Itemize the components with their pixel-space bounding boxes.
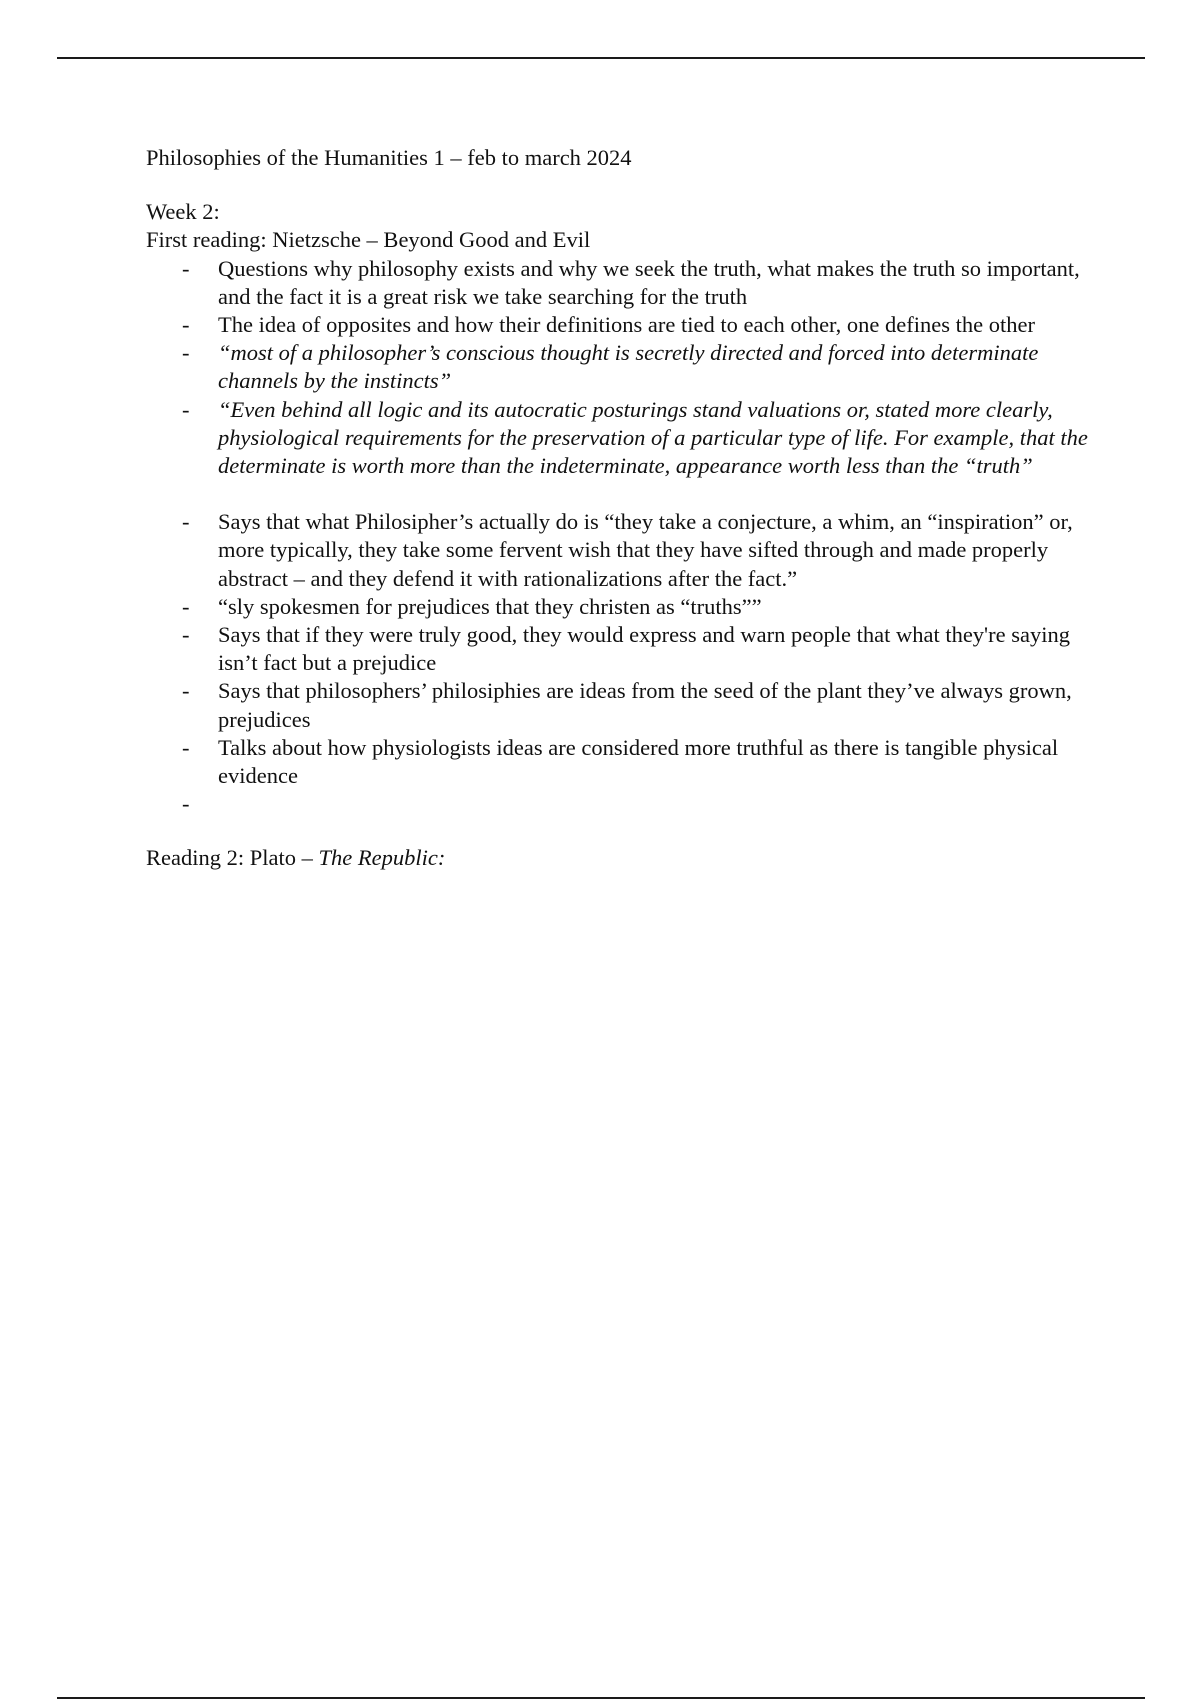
header-rule xyxy=(57,57,1145,59)
list-item-text: The idea of opposites and how their definitions are tied to each other, one defines the other xyxy=(218,312,1035,338)
list-item xyxy=(182,593,1096,621)
list-item-text xyxy=(218,791,224,816)
list-item xyxy=(182,255,1096,311)
first-reading-heading: First reading: Nietzsche – Beyond Good and Evil xyxy=(146,227,591,253)
second-reading-heading xyxy=(146,844,1096,872)
bullet-dash: - xyxy=(182,593,190,619)
list-item-text: Questions why philosophy exists and why we seek the truth, what makes the truth so important, and the fact it is a great risk we take searching for the truth xyxy=(218,255,1080,309)
bullet-dash: - xyxy=(182,255,190,281)
footer-rule xyxy=(57,1697,1145,1699)
list-item xyxy=(182,621,1096,677)
bullet-dash: - xyxy=(182,396,190,422)
list-item-text: “most of a philosopher’s conscious thought is secretly directed and forced into determinate channels by the instincts” xyxy=(218,340,1039,394)
second-reading-title: The Republic: xyxy=(318,845,446,871)
document-title: Philosophies of the Humanities 1 – feb to march 2024 xyxy=(146,145,632,170)
list-item-text: “sly spokesmen for prejudices that they christen as “truths”” xyxy=(218,593,762,619)
list-item-text: “Even behind all logic and its autocratic posturings stand valuations or, stated more clearly, physiological requirements for the preservation of a particular type of life. For example, that the determinate is worth more than the indeterminate, appearance worth less than the “truth” xyxy=(218,396,1088,479)
bullet-dash: - xyxy=(182,791,190,817)
list-item-text: Says that if they were truly good, they would express and warn people that what they're saying isn’t fact but a prejudice xyxy=(218,622,1070,676)
second-reading-prefix: Reading 2: Plato – xyxy=(146,845,319,871)
bullet-dash: - xyxy=(182,509,190,535)
list-item-text: Says that what Philosipher’s actually do is “they take a conjecture, a whim, an “inspiration” or, more typically, they take some fervent wish that they have sifted through and made properly abstract – and they defend it with rationalizations after the fact.” xyxy=(218,509,1073,591)
list-item xyxy=(182,508,1096,593)
notes-list xyxy=(146,255,1096,819)
list-item xyxy=(182,339,1096,395)
list-item xyxy=(182,734,1096,790)
bullet-dash: - xyxy=(182,340,190,366)
list-item xyxy=(182,396,1096,481)
list-item xyxy=(182,790,1096,818)
list-item-text: Talks about how physiologists ideas are considered more truthful as there is tangible physical evidence xyxy=(218,734,1059,789)
bullet-dash: - xyxy=(182,312,190,338)
week-heading: Week 2: xyxy=(146,199,220,225)
bullet-dash: - xyxy=(182,678,190,704)
list-item xyxy=(182,677,1096,733)
document-body xyxy=(146,144,1096,873)
bullet-dash: - xyxy=(182,734,190,760)
list-item xyxy=(182,311,1096,339)
list-item-text: Says that philosophers’ philosiphies are ideas from the seed of the plant they’ve always grown, prejudices xyxy=(218,678,1072,732)
bullet-dash: - xyxy=(182,622,190,648)
